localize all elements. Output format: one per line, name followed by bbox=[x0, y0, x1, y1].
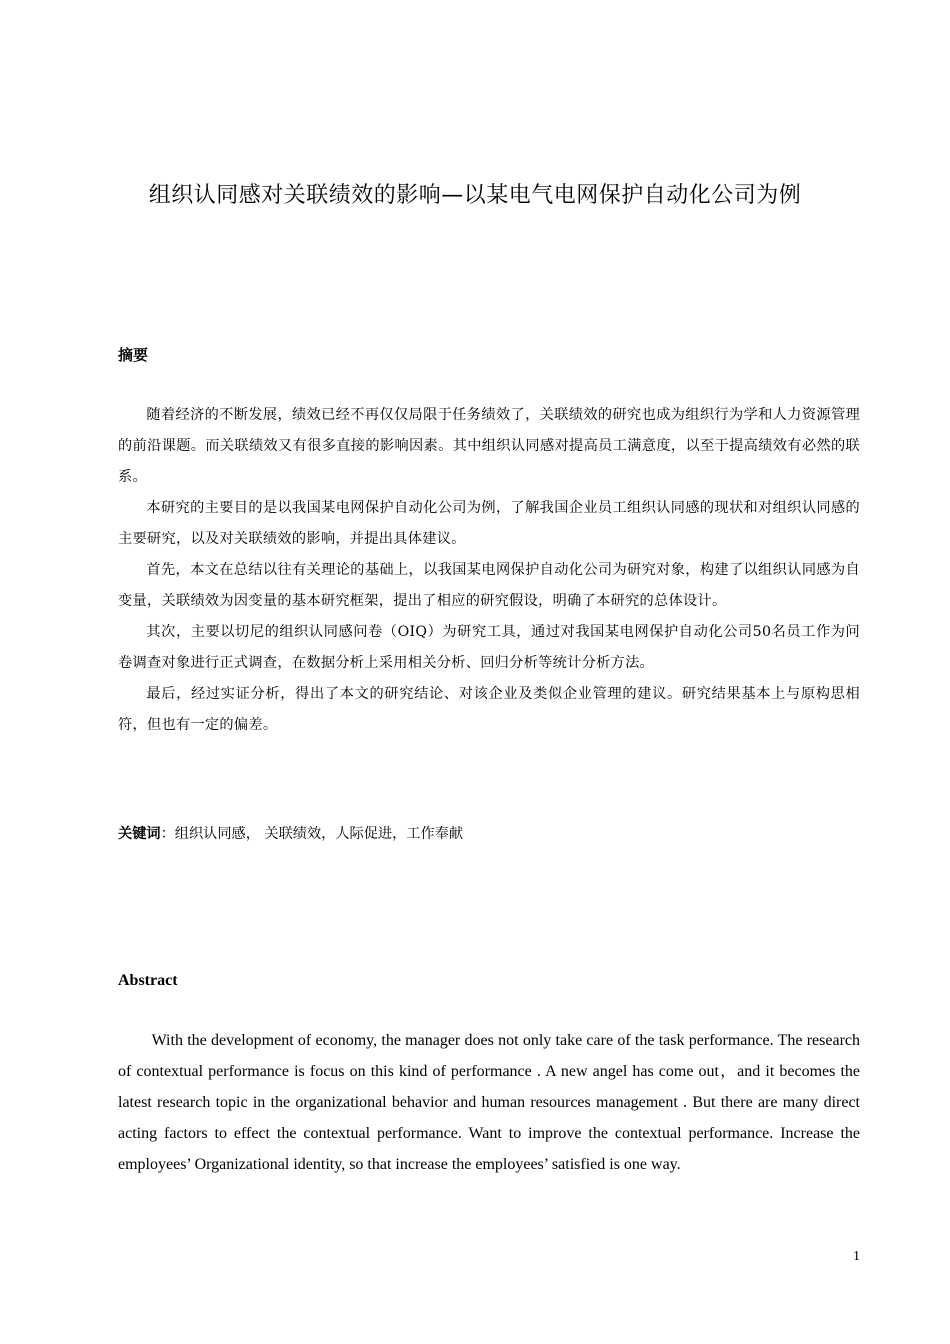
abstract-en-body bbox=[118, 1025, 860, 1180]
abstract-en-heading: Abstract bbox=[118, 972, 178, 989]
abstract-cn-heading: 摘要 bbox=[118, 346, 149, 364]
abstract-en-paragraph: With the development of economy, the manager does not only take care of the task performance. The research of contextual performance is focus on this kind of performance . A new angel has come out，and it becomes the latest research topic in the organizational behavior and human resources management . But there are many direct acting factors to effect the contextual performance. Want to improve the contextual performance. Increase the employees’ Organizational identity, so that increase the employees’ satisfied is one way. bbox=[118, 1032, 861, 1173]
abstract-cn-body bbox=[118, 400, 860, 741]
document-title: 组织认同感对关联绩效的影响—以某电气电网保护自动化公司为例 bbox=[148, 183, 802, 208]
page-number: 1 bbox=[853, 1249, 860, 1264]
abstract-cn-paragraph: 首先，本文在总结以往有关理论的基础上，以我国某电网保护自动化公司为研究对象，构建了以组织认同感为自变量，关联绩效为因变量的基本研究框架，提出了相应的研究假设，明确了本研究的总体设计。 bbox=[118, 562, 860, 609]
abstract-cn-paragraph: 随着经济的不断发展，绩效已经不再仅仅局限于任务绩效了，关联绩效的研究也成为组织行为学和人力资源管理的前沿课题。而关联绩效又有很多直接的影响因素。其中组织认同感对提高员工满意度，以至于提高绩效有必然的联系。 bbox=[118, 407, 860, 485]
keywords-text: ：组织认同感， 关联绩效，人际促进，工作奉献 bbox=[160, 826, 464, 842]
abstract-cn-paragraph: 本研究的主要目的是以我国某电网保护自动化公司为例，了解我国企业员工组织认同感的现状和对组织认同感的主要研究，以及对关联绩效的影响，并提出具体建议。 bbox=[118, 500, 860, 547]
keywords-line bbox=[118, 822, 860, 846]
abstract-cn-paragraph: 最后，经过实证分析，得出了本文的研究结论、对该企业及类似企业管理的建议。研究结果基本上与原构思相符，但也有一定的偏差。 bbox=[118, 686, 860, 733]
keywords-label: 关键词 bbox=[118, 826, 161, 842]
abstract-cn-paragraph: 其次，主要以切尼的组织认同感问卷（OIQ）为研究工具，通过对我国某电网保护自动化公司50名员工作为问卷调查对象进行正式调查，在数据分析上采用相关分析、回归分析等统计分析方法。 bbox=[118, 624, 860, 671]
